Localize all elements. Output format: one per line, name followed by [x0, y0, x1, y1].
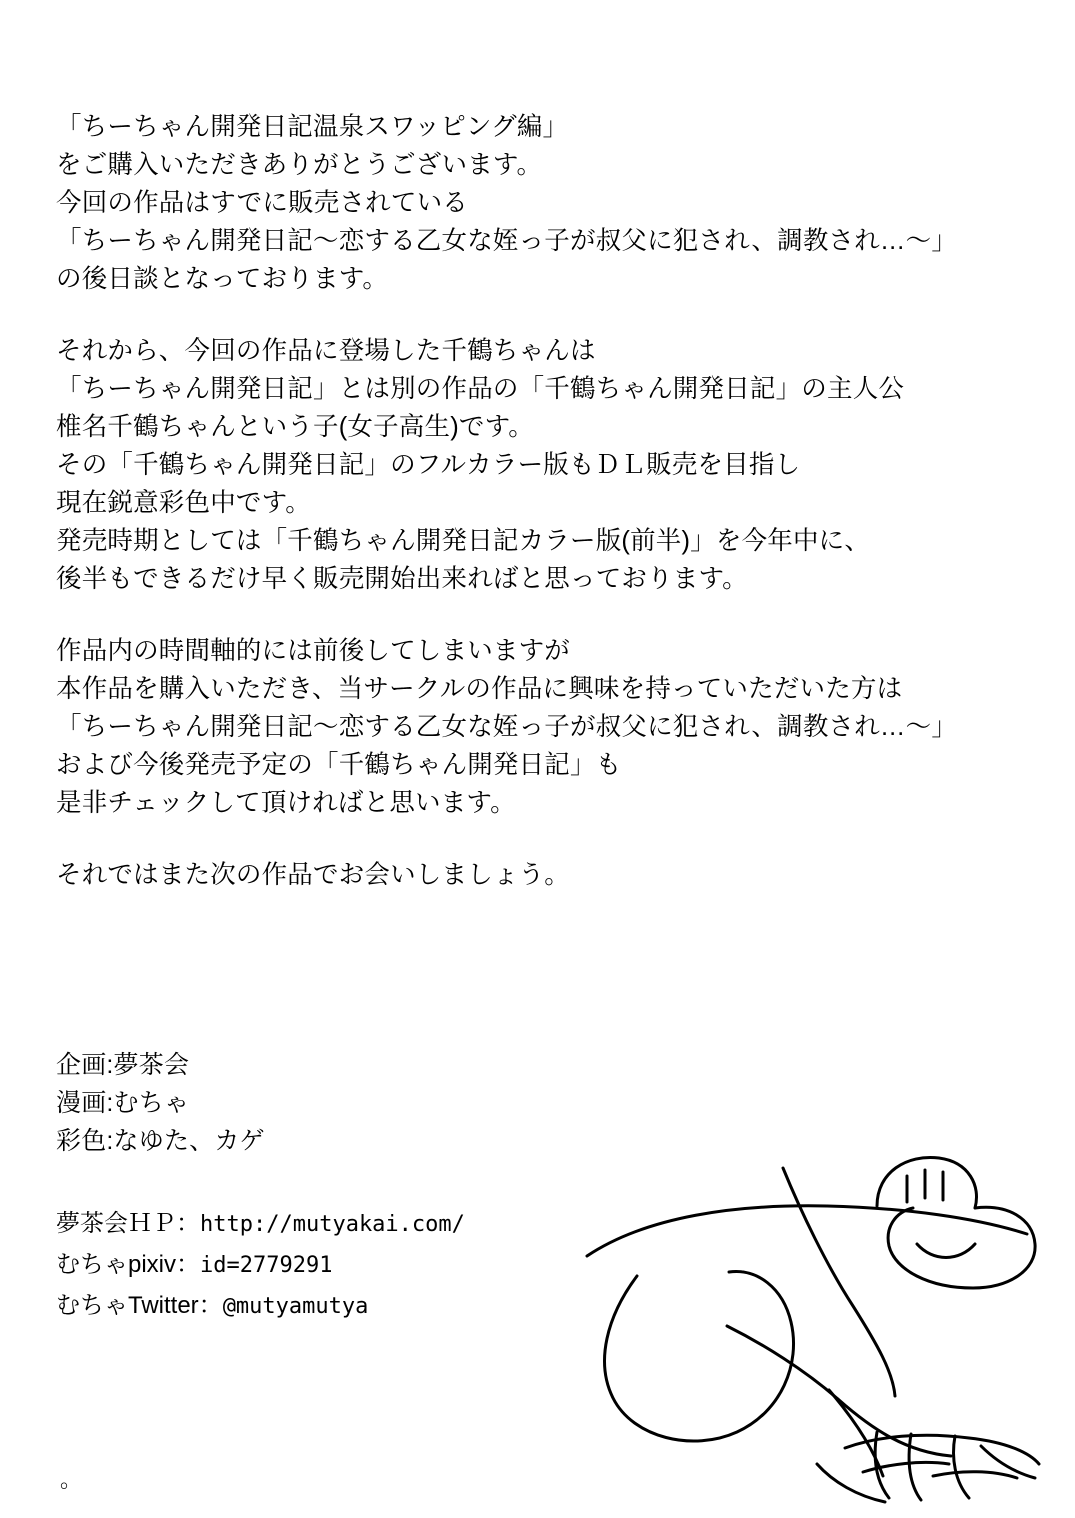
text-line: 椎名千鶴ちゃんという子(女子高生)です。	[56, 413, 534, 441]
links-block	[56, 1204, 676, 1327]
credit-manga: 漫画:むちゃ	[56, 1089, 190, 1117]
credit-coloring: 彩色:なゆた、カゲ	[56, 1127, 265, 1155]
text-line: 本作品を購入いただき、当サークルの作品に興味を持っていただいた方は	[56, 675, 903, 703]
text-line: 是非チェックして頂ければと思います。	[56, 789, 516, 817]
text-line: 今回の作品はすでに販売されている	[56, 189, 468, 217]
footer-mark: 。	[60, 1467, 83, 1492]
credit-planning: 企画:夢茶会	[56, 1051, 190, 1079]
link-pixiv-value: id=2779291	[200, 1253, 333, 1278]
link-pixiv-label: むちゃpixiv：	[56, 1251, 201, 1278]
link-homepage-label: 夢茶会ＨＰ：	[56, 1210, 200, 1237]
link-homepage-value: http://mutyakai.com/	[200, 1212, 465, 1237]
text-line: および今後発売予定の「千鶴ちゃん開発日記」も	[56, 751, 622, 779]
link-pixiv[interactable]	[56, 1245, 676, 1286]
text-line: それから、今回の作品に登場した千鶴ちゃんは	[56, 337, 596, 365]
text-line: 作品内の時間軸的には前後してしまいますが	[56, 637, 571, 665]
paragraph-intro	[56, 108, 1046, 298]
text-line: の後日談となっております。	[56, 265, 389, 293]
link-twitter[interactable]	[56, 1286, 676, 1327]
credits-block	[56, 1046, 676, 1160]
link-homepage[interactable]	[56, 1204, 676, 1245]
text-line: 後半もできるだけ早く販売開始出来ればと思っております。	[56, 565, 748, 593]
text-line: をご購入いただきありがとうございます。	[56, 151, 543, 179]
paragraph-recommendation	[56, 632, 1046, 822]
paragraph-closing	[56, 856, 1046, 894]
text-line: 「ちーちゃん開発日記温泉スワッピング編」	[56, 113, 569, 141]
text-line: 発売時期としては「千鶴ちゃん開発日記カラー版(前半)」を今年中に、	[56, 527, 871, 555]
paragraph-character-note	[56, 332, 1046, 598]
link-twitter-label: むちゃTwitter：	[56, 1292, 223, 1319]
text-line: 「ちーちゃん開発日記」とは別の作品の「千鶴ちゃん開発日記」の主人公	[56, 375, 905, 403]
text-line: それではまた次の作品でお会いしましょう。	[56, 861, 571, 889]
text-line: 「ちーちゃん開発日記～恋する乙女な姪っ子が叔父に犯され、調教され…～」	[56, 713, 958, 741]
link-twitter-value: @mutyamutya	[222, 1294, 369, 1319]
text-line: 「ちーちゃん開発日記～恋する乙女な姪っ子が叔父に犯され、調教され…～」	[56, 227, 958, 255]
afterword-text-block	[56, 108, 1046, 894]
text-line: その「千鶴ちゃん開発日記」のフルカラー版もＤＬ販売を目指し	[56, 451, 801, 479]
text-line: 現在鋭意彩色中です。	[56, 489, 311, 517]
